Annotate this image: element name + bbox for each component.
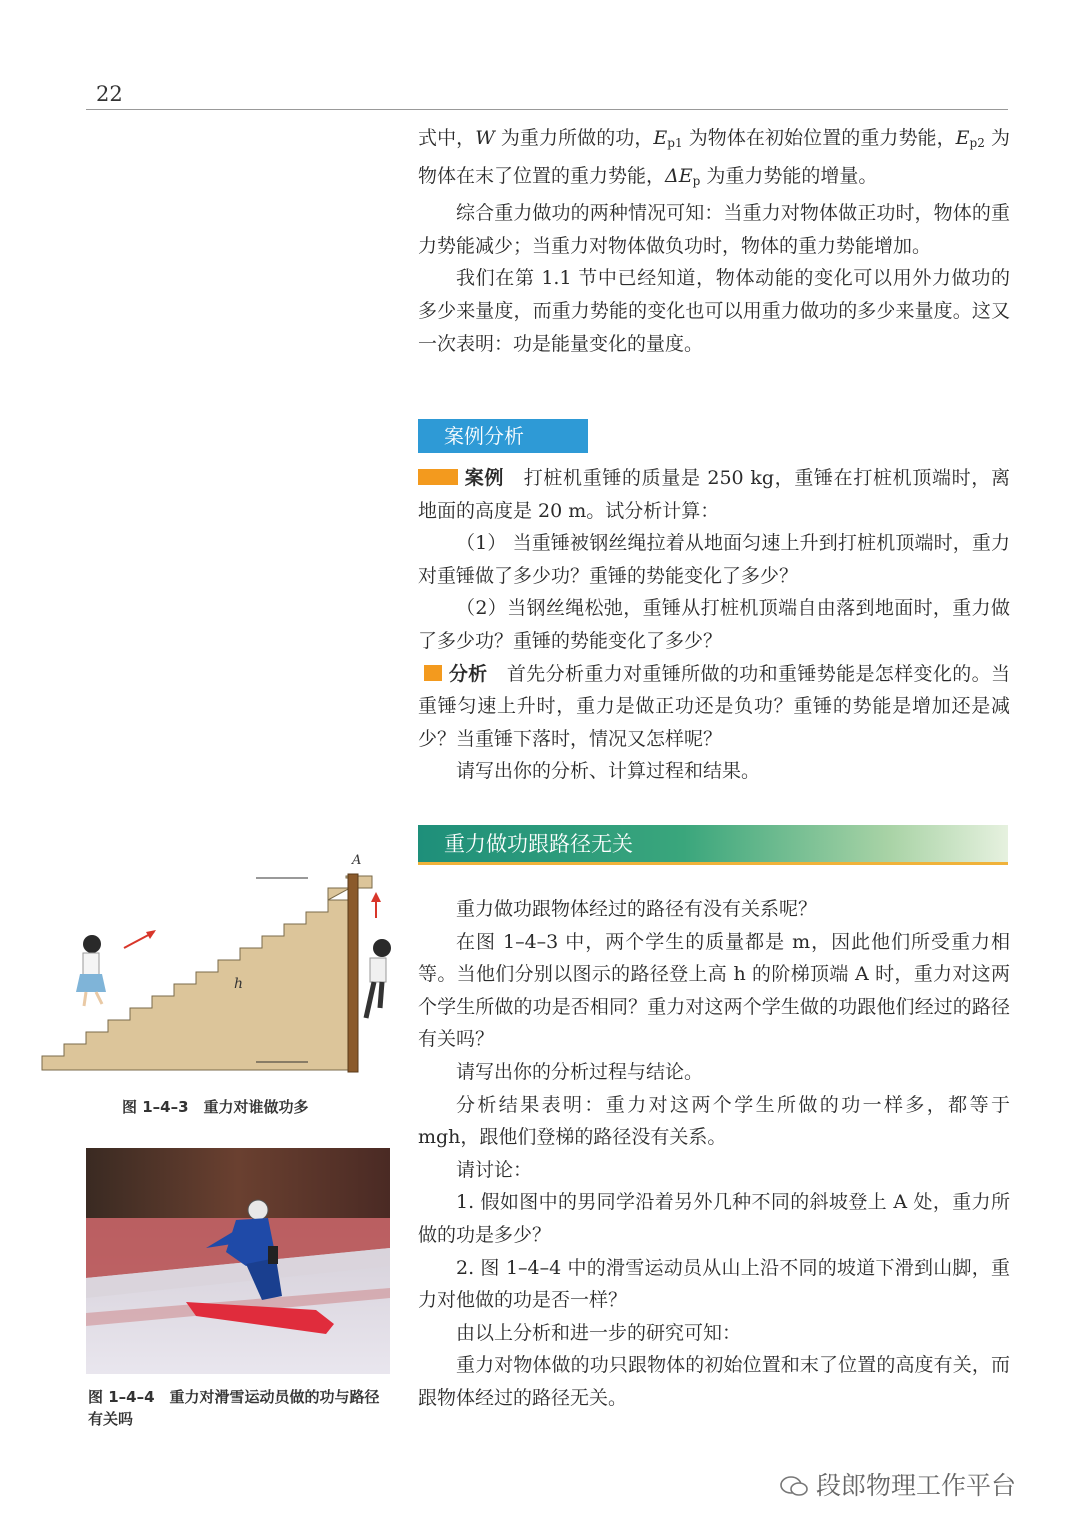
path-independence-banner: 重力做功跟路径无关: [418, 825, 1008, 865]
path-block: [418, 893, 1010, 1415]
label-A: A: [352, 853, 362, 868]
path-paragraph-9: 重力对物体做的功只跟物体的初始位置和末了位置的高度有关，而跟物体经过的路径无关。: [418, 1354, 1010, 1409]
figure-2-caption: 图 1–4–4 重力对滑雪运动员做的功与路径有关吗: [88, 1388, 380, 1428]
header-rule: [86, 109, 1008, 110]
analysis-label: 分析: [448, 662, 488, 685]
wechat-icon: [780, 1474, 808, 1496]
case-write-prompt: 请写出你的分析、计算过程和结果。: [456, 760, 761, 783]
orange-marker-icon: [424, 665, 442, 681]
orange-marker-icon: [418, 469, 458, 485]
path-paragraph-6: 1. 假如图中的男同学沿着另外几种不同的斜坡登上 A 处，重力所做的功是多少？: [418, 1191, 1010, 1246]
intro-paragraph-3: 我们在第 1.1 节中已经知道，物体动能的变化可以用外力做功的多少来量度，而重力势能的变化也可以用重力做功的多少来量度。这又一次表明：功是能量变化的量度。: [418, 267, 1010, 355]
snowboarder-photo: [86, 1148, 390, 1374]
staircase-figure: [36, 848, 406, 1078]
intro-block: [418, 122, 1010, 360]
ladder-pole: [348, 874, 358, 1072]
intro-paragraph-2: 综合重力做功的两种情况可知：当重力对物体做正功时，物体的重力势能减少；当重力对物体做负功时，物体的重力势能增加。: [418, 202, 1010, 257]
watermark: 段郎物理工作平台: [780, 1466, 1016, 1502]
case-paragraph: 案例 打桩机重锤的质量是 250 kg，重锤在打桩机顶端时，离地面的高度是 20 m。试分析计算：: [418, 467, 1010, 522]
page-number: 22: [96, 82, 123, 106]
case-block: [418, 462, 1010, 788]
path-paragraph-7: 2. 图 1–4–4 中的滑雪运动员从山上沿不同的坡道下滑到山脚，重力对他做的功是否一样？: [418, 1256, 1010, 1312]
boy-student-icon: [366, 939, 391, 1018]
figure-1-caption: 图 1–4–3 重力对谁做功多: [122, 1098, 309, 1116]
girl-student-icon: [76, 935, 106, 1006]
path-paragraph-8: 由以上分析和进一步的研究可知：: [456, 1321, 742, 1344]
path-paragraph-4: 分析结果表明：重力对这两个学生所做的功一样多，都等于 mgh，跟他们登梯的路径没有关系。: [418, 1093, 1010, 1149]
case-question-2: （2）当钢丝绳松弛，重锤从打桩机顶端自由落到地面时，重力做了多少功？重锤的势能变化了多少？: [418, 597, 1010, 652]
path-paragraph-5: 请讨论：: [456, 1158, 533, 1181]
case-analysis-banner: 案例分析: [418, 419, 588, 453]
path-paragraph-3: 请写出你的分析过程与结论。: [456, 1060, 704, 1083]
label-h: h: [234, 976, 244, 992]
analysis-paragraph: 分析 首先分析重力对重锤所做的功和重锤势能是怎样变化的。当重锤匀速上升时，重力是做正功还是负功？重锤的势能是增加还是减少？当重锤下落时，情况又怎样呢？: [418, 662, 1010, 750]
path-paragraph-2: 在图 1–4–3 中，两个学生的质量都是 m，因此他们所受重力相等。当他们分别以图示的路径登上高 h 的阶梯顶端 A 时，重力对这两个学生所做的功是否相同？重力对这两个学生做的功跟他们经过的路径有关吗？: [418, 930, 1010, 1051]
case-label: 案例: [464, 467, 505, 489]
path-paragraph-1: 重力做功跟物体经过的路径有没有关系呢？: [456, 898, 818, 920]
intro-paragraph-1: 式中，W 为重力所做的功，$E_{p1}$ 为物体在初始位置的重力势能，$E_{p2}$ 为物体在末了位置的重力势能，$\Delta E_p$ 为重力势能的增量。: [418, 127, 1010, 188]
case-question-1: （1） 当重锤被钢丝绳拉着从地面匀速上升到打桩机顶端时，重力对重锤做了多少功？重锤的势能变化了多少？: [418, 532, 1010, 587]
